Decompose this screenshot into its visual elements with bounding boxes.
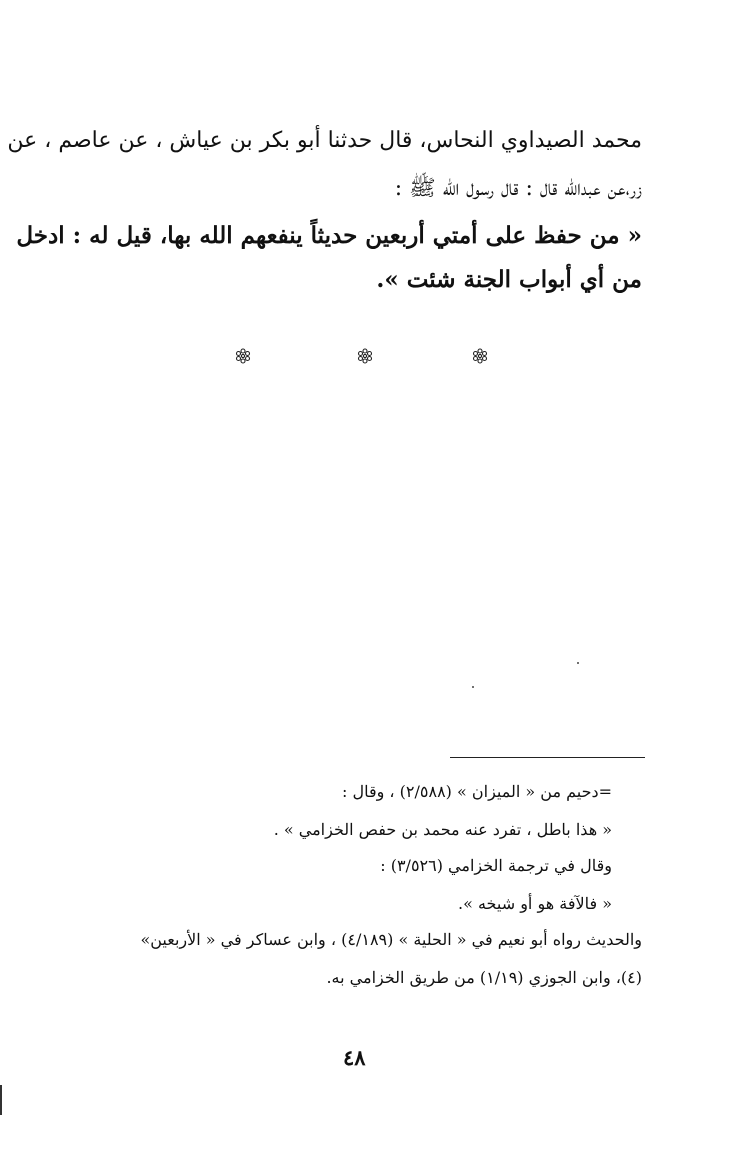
- hadith-line-1: « من حفظ على أمتي أربعين حديثاً ينفعهم الله بها، قيل له : ادخل: [16, 222, 642, 249]
- footnote-line-6: (٤)، وابن الجوزي (١/١٩) من طريق الخزامي به.: [326, 968, 642, 987]
- flower-ornament-icon: [472, 348, 488, 364]
- scan-speck: [472, 686, 474, 688]
- footnote-separator: [450, 757, 645, 758]
- footnote-line-5: والحديث رواه أبو نعيم في « الحلية » (٤/١٨٩) ، وابن عساكر في « الأربعين»: [140, 930, 642, 949]
- flower-ornament-icon: [357, 348, 373, 364]
- hadith-line-2: من أي أبواب الجنة شئت ».: [376, 266, 642, 293]
- scan-speck: [577, 662, 579, 664]
- main-text-line-2: زر،عن عبدالله قال : قال رسول الله ﷺ :: [394, 176, 642, 201]
- page-number: ٤٨: [343, 1045, 366, 1070]
- footnote-line-1: =دحيم من « الميزان » (٢/٥٨٨) ، وقال :: [341, 782, 612, 801]
- footnote-line-4: « فالآفة هو أو شيخه ».: [458, 894, 612, 913]
- footnote-line-2: « هذا باطل ، تفرد عنه محمد بن حفص الخزامي » .: [273, 820, 612, 839]
- footnote-line-3: وقال في ترجمة الخزامي (٣/٥٢٦) :: [380, 856, 612, 875]
- flower-ornament-icon: [235, 348, 251, 364]
- main-text-line-1: محمد الصيداوي النحاس، قال حدثنا أبو بكر بن عياش ، عن عاصم ، عن: [7, 128, 642, 153]
- scan-edge: [0, 1085, 2, 1115]
